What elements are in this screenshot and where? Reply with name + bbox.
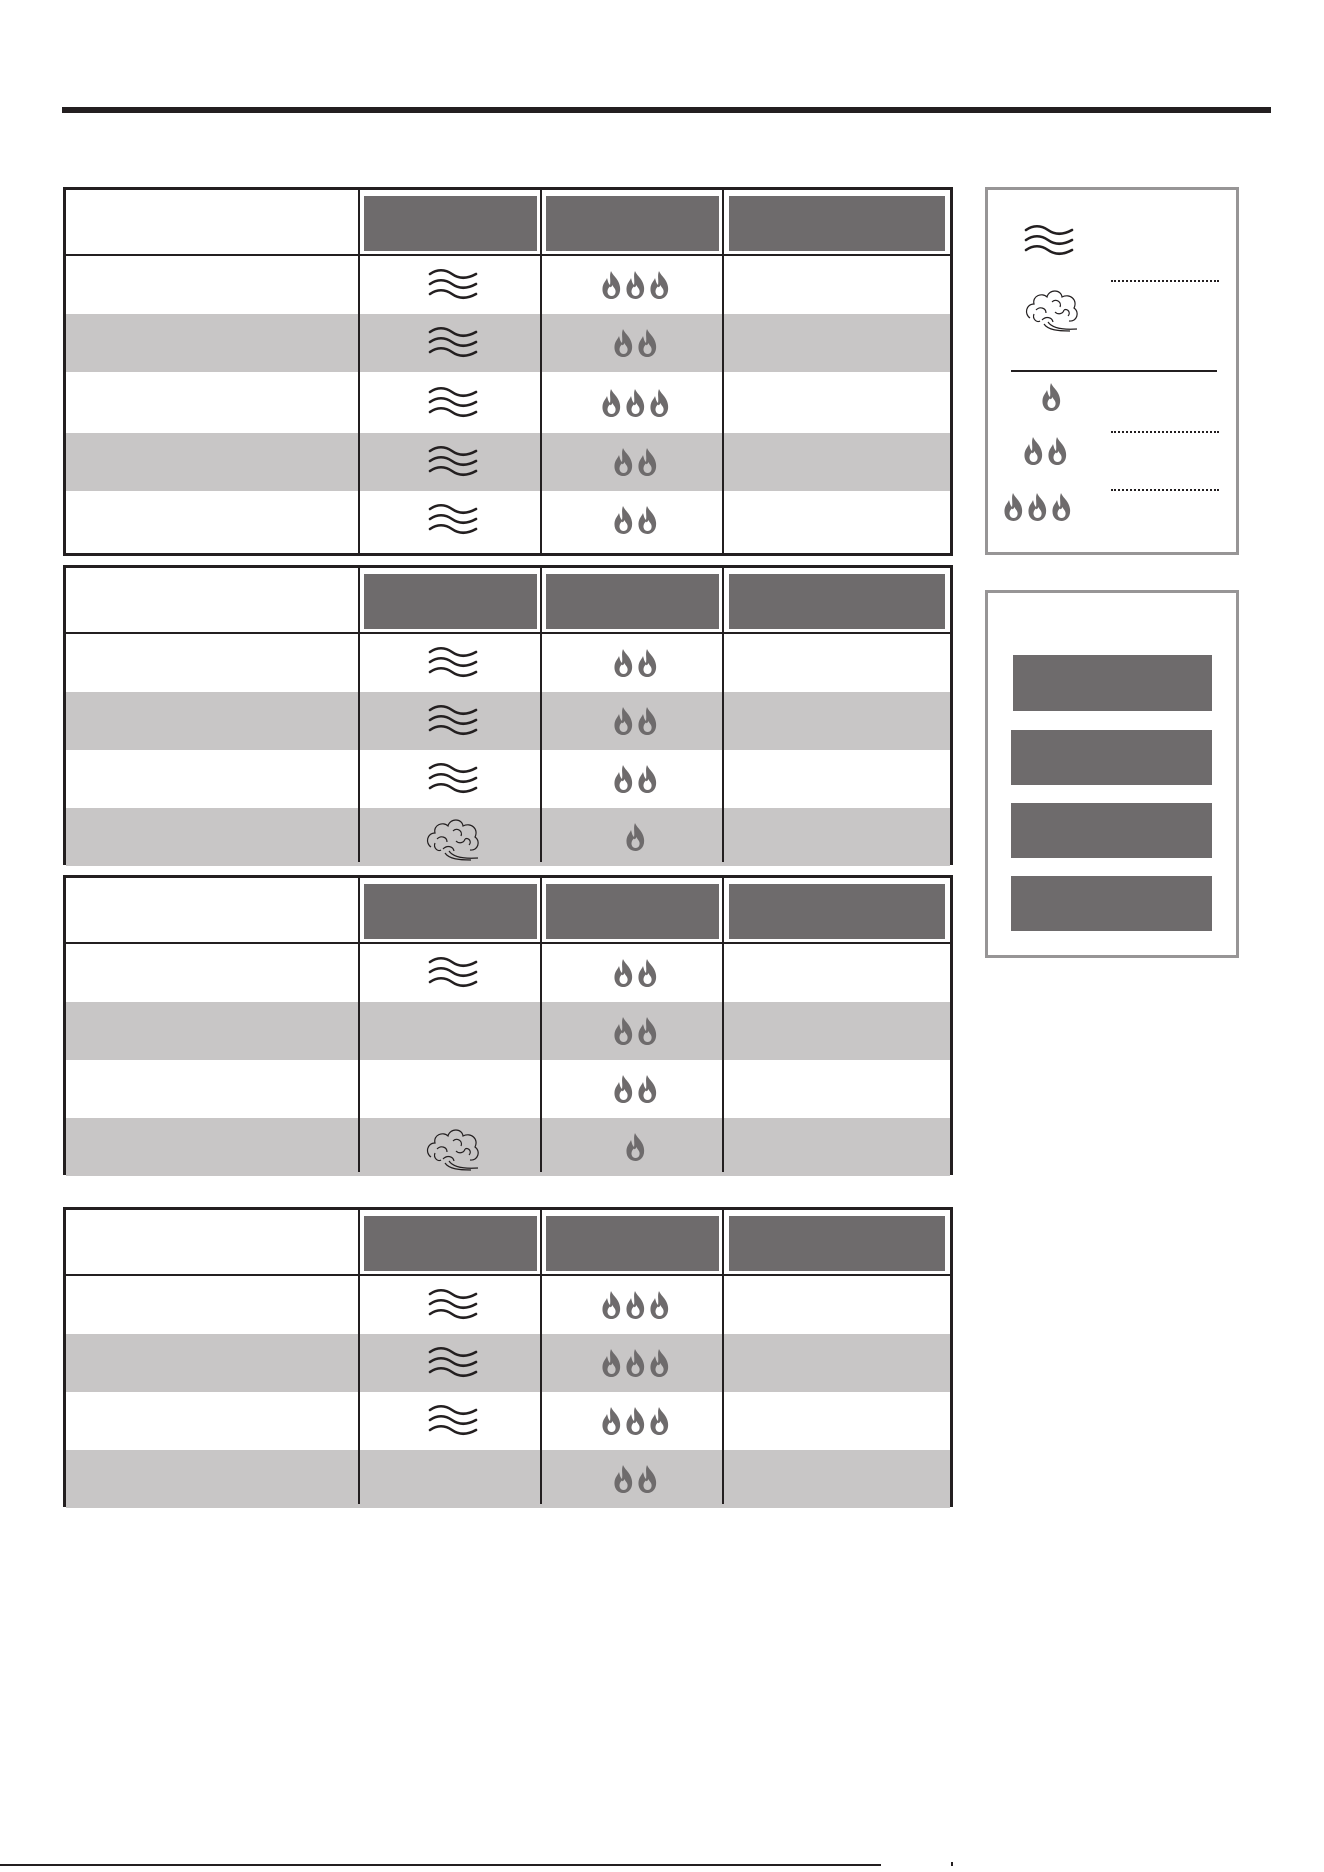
table-row: [66, 1118, 950, 1176]
flame-icon: [613, 1016, 634, 1046]
flame-icon: [625, 822, 646, 852]
legend-leader-dots: [1111, 489, 1219, 491]
steam-cell: [363, 314, 543, 372]
flame-icon: [625, 388, 646, 418]
smoke-cloud-icon: [423, 813, 483, 861]
steam-wave-icon: [428, 386, 478, 420]
legend-smoke: [1022, 284, 1082, 332]
table-row: [66, 1060, 950, 1118]
steam-cell: [363, 1334, 543, 1392]
recipe-table-4: [63, 1207, 953, 1507]
header-cell-time: [729, 884, 945, 939]
header-cell-heat: [546, 574, 719, 629]
steam-wave-icon: [428, 762, 478, 796]
flame-icon: [1047, 436, 1068, 466]
steam-wave-icon: [428, 646, 478, 680]
steam-wave-icon: [428, 1346, 478, 1380]
footer-tick: [951, 1862, 953, 1866]
flame-icon: [613, 958, 634, 988]
top-rule: [62, 107, 1271, 113]
header-cell-time: [729, 196, 945, 251]
heat-level-cell: [544, 1118, 727, 1176]
flame-icon: [601, 388, 622, 418]
flame-icon: [613, 648, 634, 678]
column-divider: [722, 190, 724, 553]
flame-icon: [613, 706, 634, 736]
table-header: [66, 1210, 950, 1276]
table-row: [66, 750, 950, 808]
flame-icon: [613, 447, 634, 477]
flame-icon: [637, 505, 658, 535]
column-divider: [358, 1210, 360, 1504]
header-cell-time: [729, 574, 945, 629]
flame-icon: [1041, 382, 1062, 412]
column-divider: [540, 1210, 542, 1504]
flame-icon: [637, 958, 658, 988]
steam-cell: [363, 1060, 543, 1118]
heat-level-cell: [544, 634, 727, 692]
header-cell-heat: [546, 196, 719, 251]
flame-icon: [613, 328, 634, 358]
heat-level-cell: [544, 1002, 727, 1060]
flame-icon: [1051, 492, 1072, 522]
flame-icon: [625, 1406, 646, 1436]
heat-level-cell: [544, 1276, 727, 1334]
table-row: [66, 634, 950, 692]
steam-cell: [363, 750, 543, 808]
table-header: [66, 878, 950, 944]
flame-icon: [637, 648, 658, 678]
header-cell-steam: [364, 574, 537, 629]
steam-wave-icon: [428, 445, 478, 479]
legend-leader-dots: [1111, 431, 1219, 433]
table-row: [66, 1450, 950, 1508]
header-cell-time: [729, 1216, 945, 1271]
flame-icon: [649, 1348, 670, 1378]
legend-flame-2: [1023, 436, 1068, 466]
flame-icon: [625, 1290, 646, 1320]
steam-cell: [363, 808, 543, 866]
heat-level-cell: [544, 433, 727, 491]
steam-wave-icon: [428, 503, 478, 537]
table-header: [66, 568, 950, 634]
column-divider: [722, 878, 724, 1172]
heat-level-cell: [544, 692, 727, 750]
flame-icon: [649, 388, 670, 418]
heat-level-cell: [544, 1334, 727, 1392]
flame-icon: [625, 1348, 646, 1378]
heat-level-cell: [544, 944, 727, 1002]
flame-icon: [613, 1074, 634, 1104]
program-button-4[interactable]: [1011, 876, 1212, 931]
header-cell-steam: [364, 196, 537, 251]
recipe-table-2: [63, 565, 953, 865]
steam-cell: [363, 1118, 543, 1176]
steam-wave-icon: [428, 704, 478, 738]
flame-icon: [637, 1074, 658, 1104]
flame-icon: [1003, 492, 1072, 522]
heat-level-cell: [544, 372, 727, 433]
flame-icon: [613, 505, 634, 535]
steam-cell: [363, 1276, 543, 1334]
flame-icon: [601, 1348, 622, 1378]
flame-icon: [601, 1290, 622, 1320]
heat-level-cell: [544, 256, 727, 314]
flame-icon: [1003, 492, 1024, 522]
steam-wave-icon: [1024, 224, 1074, 258]
steam-wave-icon: [428, 326, 478, 360]
flame-icon: [637, 706, 658, 736]
table-row: [66, 944, 950, 1002]
header-cell-heat: [546, 1216, 719, 1271]
column-divider: [358, 190, 360, 553]
flame-icon: [649, 1290, 670, 1320]
flame-icon: [1023, 436, 1068, 466]
legend-steam: [1024, 224, 1074, 258]
heat-level-cell: [544, 1450, 727, 1508]
steam-cell: [363, 1002, 543, 1060]
legend-flame-1: [1041, 382, 1062, 412]
legend-divider: [1011, 370, 1217, 372]
column-divider: [722, 1210, 724, 1504]
steam-cell: [363, 634, 543, 692]
heat-level-cell: [544, 491, 727, 549]
heat-level-cell: [544, 808, 727, 866]
program-button-1[interactable]: [1013, 655, 1212, 711]
flame-icon: [637, 328, 658, 358]
steam-cell: [363, 433, 543, 491]
flame-icon: [1027, 492, 1048, 522]
steam-wave-icon: [428, 1288, 478, 1322]
recipe-table-3: [63, 875, 953, 1175]
legend-leader-dots: [1111, 280, 1219, 282]
table-row: [66, 256, 950, 314]
flame-icon: [625, 270, 646, 300]
flame-icon: [601, 1406, 622, 1436]
table-row: [66, 314, 950, 372]
flame-icon: [649, 1406, 670, 1436]
flame-icon: [637, 764, 658, 794]
flame-icon: [637, 1464, 658, 1494]
heat-level-cell: [544, 750, 727, 808]
steam-cell: [363, 372, 543, 433]
table-row: [66, 808, 950, 866]
heat-level-cell: [544, 314, 727, 372]
flame-icon: [649, 270, 670, 300]
steam-cell: [363, 1450, 543, 1508]
table-row: [66, 1334, 950, 1392]
table-row: [66, 1002, 950, 1060]
flame-icon: [613, 1464, 634, 1494]
steam-wave-icon: [428, 956, 478, 990]
header-cell-steam: [364, 1216, 537, 1271]
icon-legend: [985, 187, 1239, 555]
steam-cell: [363, 692, 543, 750]
table-row: [66, 1276, 950, 1334]
table-row: [66, 1392, 950, 1450]
table-row: [66, 372, 950, 433]
flame-icon: [1041, 382, 1062, 412]
flame-icon: [637, 1016, 658, 1046]
steam-wave-icon: [428, 1404, 478, 1438]
heat-level-cell: [544, 1392, 727, 1450]
column-divider: [540, 568, 542, 862]
flame-icon: [625, 1132, 646, 1162]
column-divider: [358, 878, 360, 1172]
smoke-cloud-icon: [423, 1123, 483, 1171]
program-button-3[interactable]: [1011, 803, 1212, 858]
steam-wave-icon: [428, 268, 478, 302]
header-cell-heat: [546, 884, 719, 939]
column-divider: [358, 568, 360, 862]
program-buttons-panel: [985, 590, 1239, 958]
heat-level-cell: [544, 1060, 727, 1118]
steam-cell: [363, 491, 543, 549]
header-cell-steam: [364, 884, 537, 939]
steam-cell: [363, 256, 543, 314]
table-row: [66, 692, 950, 750]
steam-cell: [363, 1392, 543, 1450]
table-row: [66, 491, 950, 549]
table-row: [66, 433, 950, 491]
recipe-table-1: [63, 187, 953, 556]
column-divider: [722, 568, 724, 862]
column-divider: [540, 190, 542, 553]
flame-icon: [613, 764, 634, 794]
legend-flame-3: [1003, 492, 1072, 522]
smoke-cloud-icon: [1022, 284, 1082, 332]
flame-icon: [1023, 436, 1044, 466]
flame-icon: [637, 447, 658, 477]
steam-cell: [363, 944, 543, 1002]
footer-rule: [0, 1864, 881, 1866]
table-header: [66, 190, 950, 256]
column-divider: [540, 878, 542, 1172]
program-button-2[interactable]: [1011, 730, 1212, 785]
flame-icon: [601, 270, 622, 300]
